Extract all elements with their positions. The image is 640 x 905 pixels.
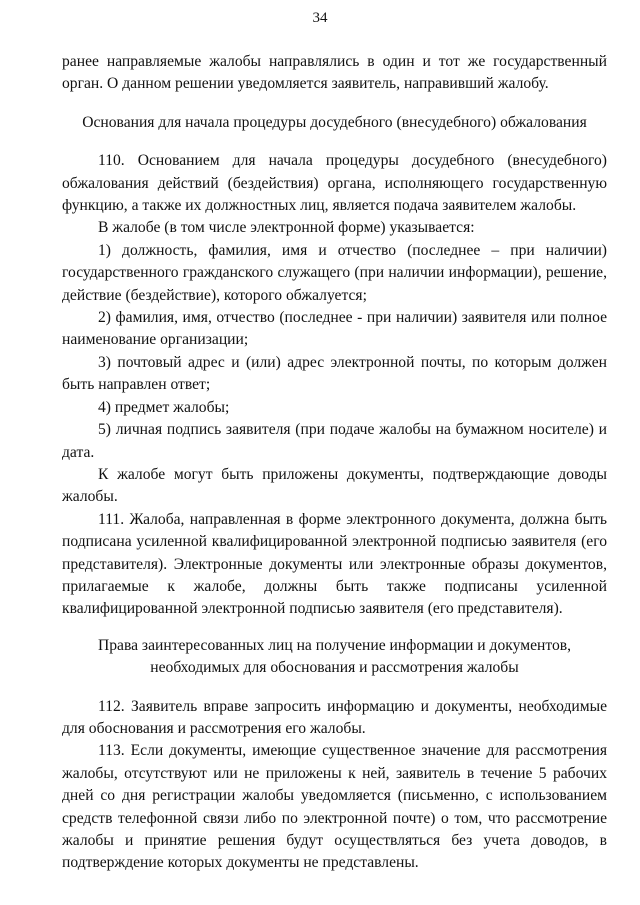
paragraph-111: 111. Жалоба, направленная в форме электронного документа, должна быть подписана усиленной квалифицированной электронной подписью заявителя (его представителя). Электронные документы или электронные образы документов, прилагаемые к жалобе, должны быть также подписаны усиленной квалифицированной электронной подписью заявителя (его представителя). <box>62 510 607 618</box>
paragraph-intro: ранее направляемые жалобы направлялись в один и тот же государственный орган. О данном решении уведомляется заявитель, направивший жалобу. <box>62 53 607 93</box>
paragraph-112: 112. Заявитель вправе запросить информацию и документы, необходимые для обоснования и рассмотрения его жалобы. <box>62 697 607 737</box>
paragraph-attachments: К жалобе могут быть приложены документы, подтверждающие доводы жалобы. <box>62 465 607 506</box>
list-item: 4) предмет жалобы; <box>98 398 230 416</box>
list-item: 5) личная подпись заявителя (при подаче жалобы на бумажном носителе) и дата. <box>62 421 607 461</box>
section-heading-rights: Права заинтересованных лиц на получение информации и документов, необходимых для обоснования и рассмотрения жалобы <box>97 636 572 677</box>
paragraph-110-list-intro: В жалобе (в том числе электронной форме) указывается: <box>98 219 475 237</box>
list-item: 3) почтовый адрес и (или) адрес электронной почты, по которым должен быть направлен ответ; <box>62 353 607 394</box>
paragraph-113: 113. Если документы, имеющие существенное значение для рассмотрения жалобы, отсутствуют или не приложены к ней, заявитель в течение 5 рабочих дней со дня регистрации жалобы уведомляется (письменно, с использованием средств телефонной связи либо по электронной почте) о том, что рассмотрение жалобы и принятие решения будут осуществляться без учета доводов, в подтверждение которых документы не представлены. <box>62 742 607 872</box>
page-number: 34 <box>312 10 328 26</box>
paragraph-110: 110. Основанием для начала процедуры досудебного (внесудебного) обжалования действий (бездействия) органа, исполняющего государственную функцию, а также их должностных лиц, является подача заявителем жалобы. <box>62 152 607 215</box>
list-item: 1) должность, фамилия, имя и отчество (последнее – при наличии) государственного гражданского служащего (при наличии информации), решение, действие (бездействие), которого обжалуется; <box>62 241 607 304</box>
section-heading-grounds: Основания для начала процедуры досудебного (внесудебного) обжалования <box>82 113 587 131</box>
document-body <box>62 51 607 875</box>
list-item: 2) фамилия, имя, отчество (последнее - при наличии) заявителя или полное наименование организации; <box>62 309 607 349</box>
